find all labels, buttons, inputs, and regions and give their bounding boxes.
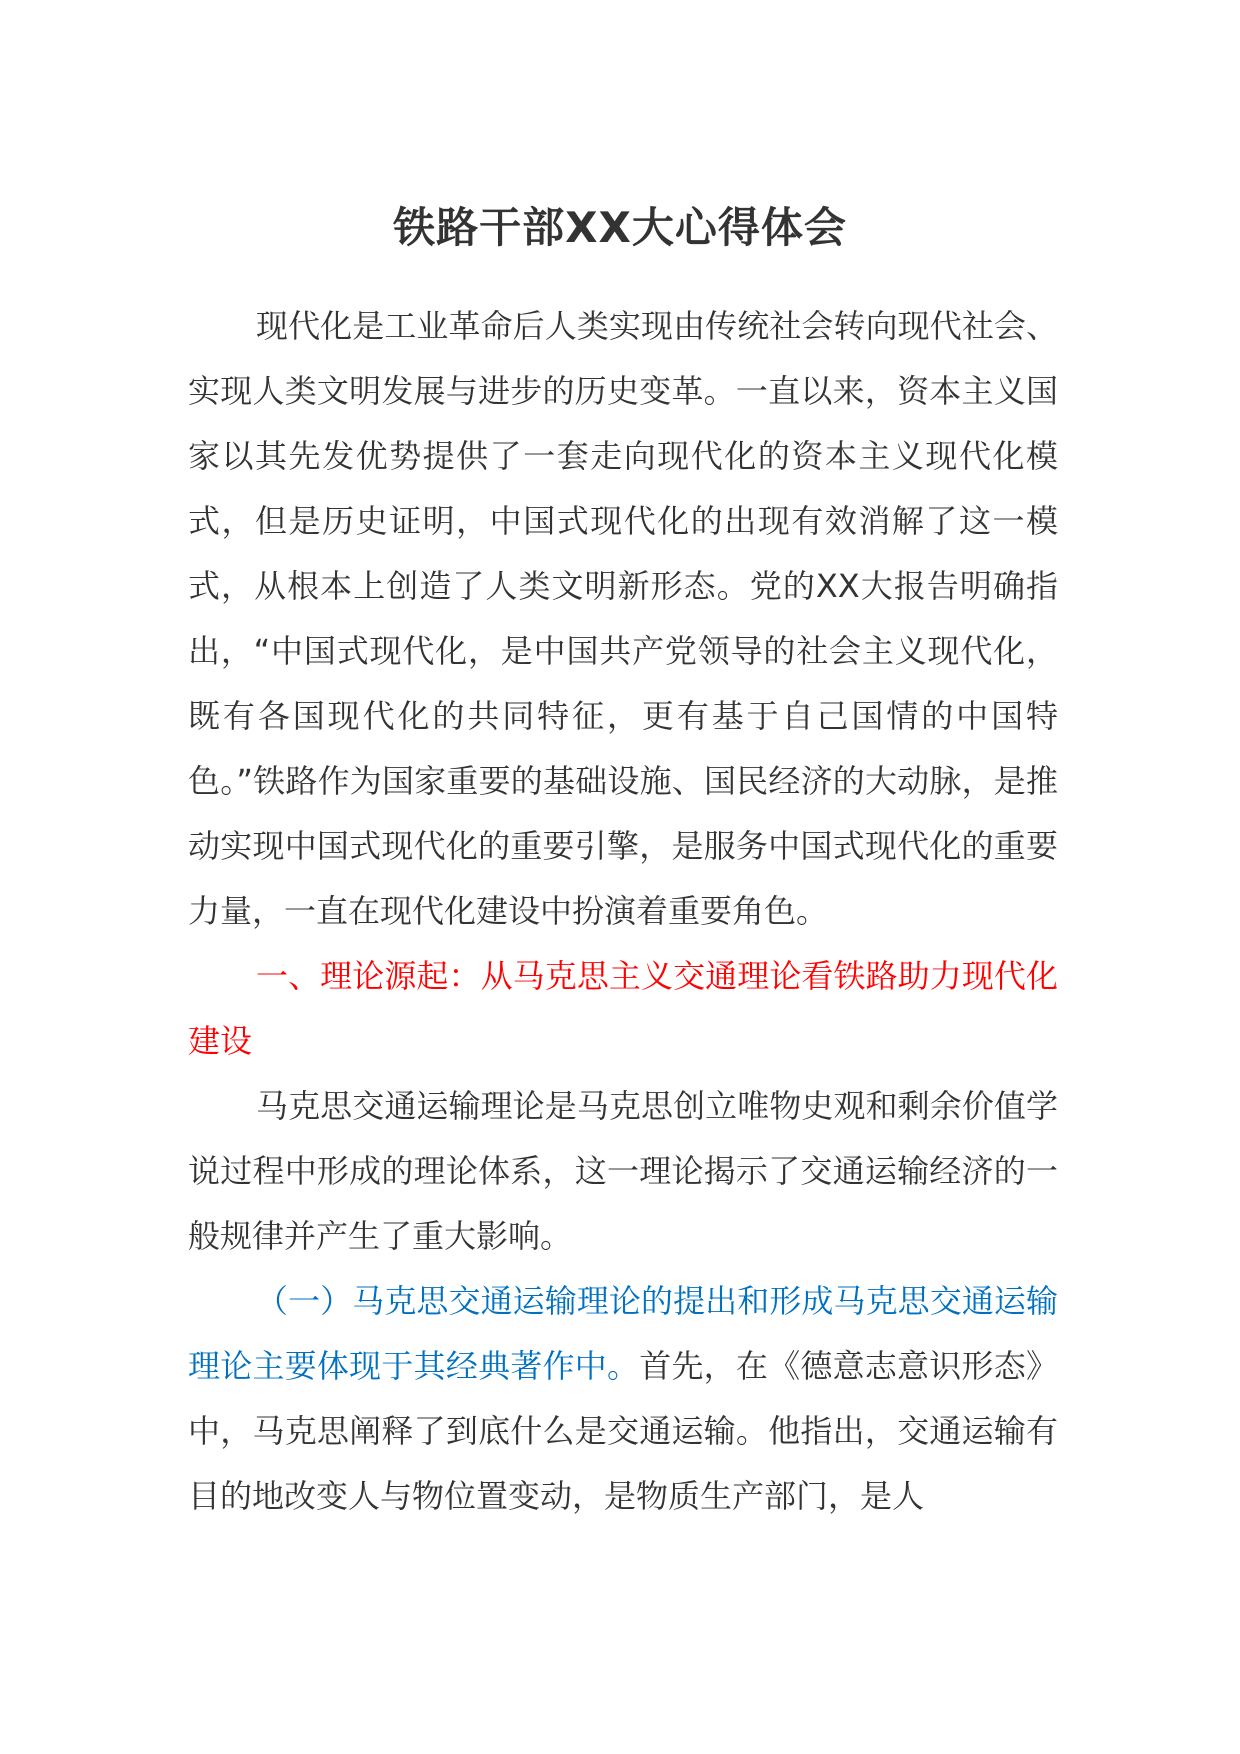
subsection-body-text: 首先，在《德意志意识形态》中，马克思阐释了到底什么是交通运输。他指出，交通运输有目的地改变人与物位置变动，是物质生产部门，是人	[188, 1347, 1058, 1515]
section-heading-1	[188, 944, 1058, 1074]
document-title: 铁路干部XX大心得体会	[393, 203, 847, 252]
paragraph-theory-text: 马克思交通运输理论是马克思创立唯物史观和剩余价值学说过程中形成的理论体系，这一理论揭示了交通运输经济的一般规律并产生了重大影响。	[188, 1087, 1058, 1255]
document-body	[188, 294, 1058, 1529]
paragraph-intro	[188, 294, 1058, 944]
section-heading-1-text: 一、理论源起：从马克思主义交通理论看铁路助力现代化建设	[188, 957, 1058, 1060]
subsection-heading-1: （一）马克思交通运输理论的提出和形成马克思交通运输理论主要体现于其经典著作中。	[188, 1282, 1058, 1385]
paragraph-subsection-1	[188, 1269, 1058, 1529]
paragraph-theory	[188, 1074, 1058, 1269]
paragraph-intro-text: 现代化是工业革命后人类实现由传统社会转向现代社会、实现人类文明发展与进步的历史变革。一直以来，资本主义国家以其先发优势提供了一套走向现代化的资本主义现代化模式，但是历史证明，中国式现代化的出现有效消解了这一模式，从根本上创造了人类文明新形态。党的XX大报告明确指出，“中国式现代化，是中国共产党领导的社会主义现代化，既有各国现代化的共同特征，更有基于自己国情的中国特色。”铁路作为国家重要的基础设施、国民经济的大动脉，是推动实现中国式现代化的重要引擎，是服务中国式现代化的重要力量，一直在现代化建设中扮演着重要角色。	[188, 307, 1058, 930]
